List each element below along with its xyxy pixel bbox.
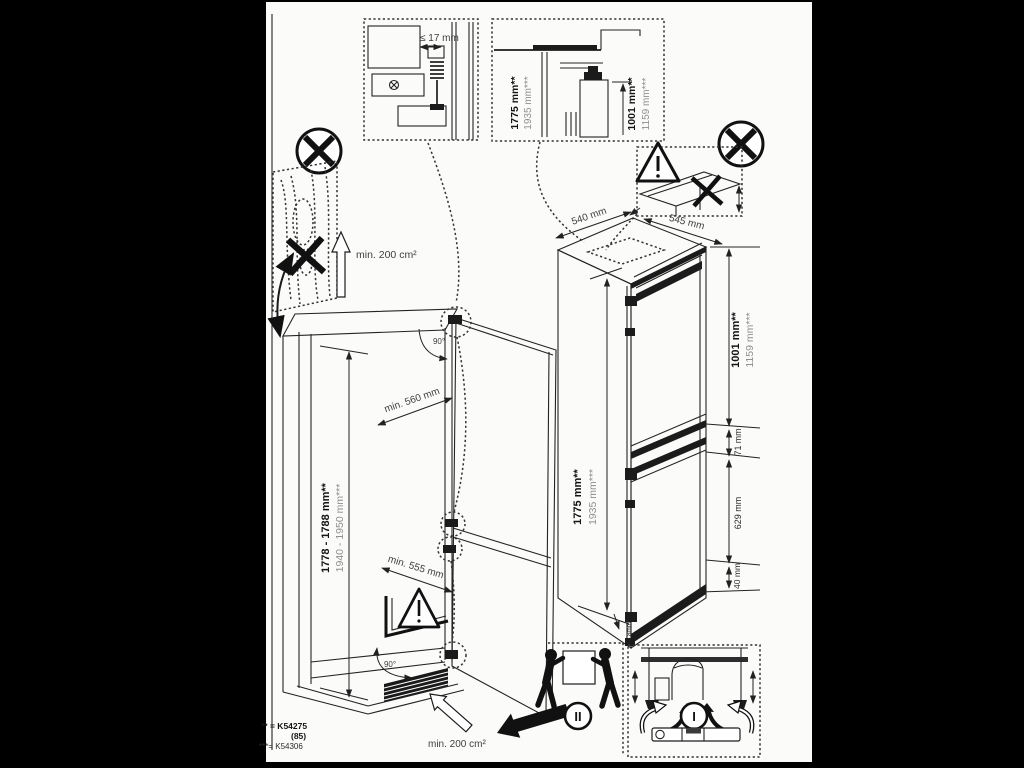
fridge-depth-label: 545 mm: [667, 212, 706, 233]
pause-badge: [565, 703, 591, 729]
fridge-upper-label: 1001 mm**: [730, 312, 742, 368]
fridge-height-label: 1775 mm**: [572, 469, 584, 525]
fridge-hinge-gap-label: 71 mm: [733, 428, 743, 456]
inset-total-height-label: 1775 mm**: [509, 76, 521, 130]
cabinet-height-alt-label: 1940 - 1950 mm***: [334, 483, 346, 573]
airflow-top-label: min. 200 cm²: [356, 249, 417, 261]
fridge-bottom-gap-label: 40 mm: [732, 563, 742, 589]
no-symbol-right-icon: [719, 122, 763, 166]
fridge-upper-alt-label: 1159 mm***: [744, 312, 756, 368]
footnote-line2: (85): [291, 731, 307, 741]
inset-total-height-alt-label: 1935 mm***: [523, 76, 534, 130]
fridge-height-alt-label: 1935 mm***: [587, 468, 599, 526]
spirit-level-icon: [652, 728, 740, 741]
airflow-bottom-label: min. 200 cm²: [428, 739, 486, 750]
svg-text:I: I: [692, 709, 696, 724]
fridge-lower-label: 629 mm: [733, 496, 743, 530]
inset-upper-height-label: 1001 mm**: [626, 77, 638, 131]
footnote-line1: ** = K54275: [261, 721, 308, 731]
step-one-badge: [681, 703, 707, 729]
hinge-gap-label: ≤ 17 mm: [420, 33, 459, 44]
cabinet-depth-lower-label: min. 555 mm: [386, 553, 445, 582]
svg-text:II: II: [574, 709, 582, 724]
door-angle-lower-label: 90°: [383, 660, 397, 669]
footnote-line3: ***= K54306: [259, 742, 303, 751]
fridge-base-gap-label: 8mm: [626, 622, 633, 636]
inset-upper-height-alt-label: 1159 mm***: [641, 77, 652, 131]
fridge-width-label: 540 mm: [570, 205, 609, 228]
cabinet-depth-upper-label: min. 560 mm: [383, 386, 442, 416]
no-symbol-left-icon: [297, 129, 341, 173]
door-angle-upper-label: 90°: [432, 337, 446, 346]
cabinet-height-label: 1778 - 1788 mm**: [320, 483, 332, 573]
